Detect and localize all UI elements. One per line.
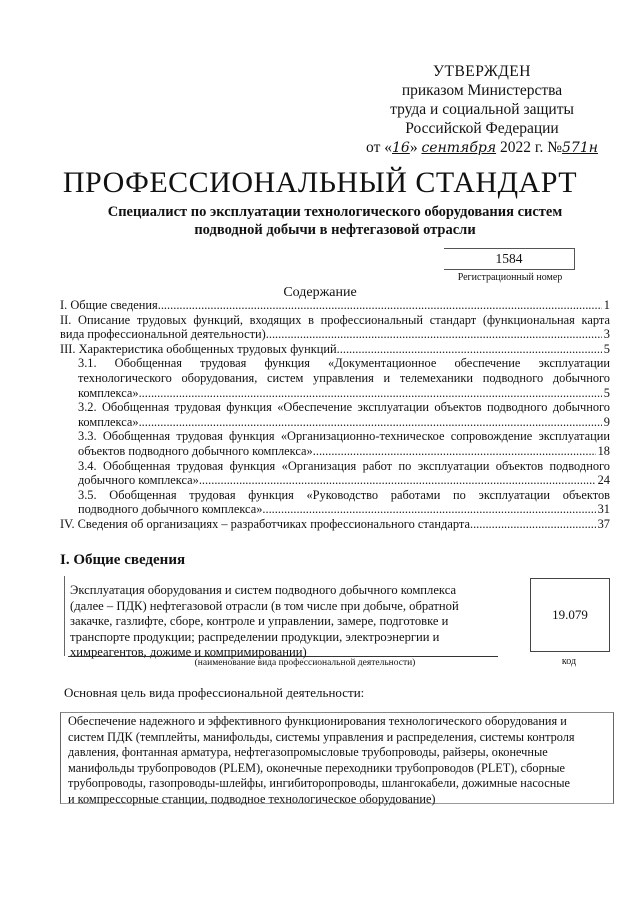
toc-item[interactable]: 3.4. Обобщенная трудовая функция «Организация работ по эксплуатации объектов подводного добычного комплекса» ..... 24 [60, 459, 610, 488]
activity-code: 19.079 [530, 578, 610, 652]
toc-item[interactable]: 3.5. Обобщенная трудовая функция «Руководство работами по эксплуатации объектов подводного добычного комплекса» ..... 31 [60, 488, 610, 517]
toc-item[interactable]: 3.1. Обобщенная трудовая функция «Документационное обеспечение эксплуатации технологического оборудования, систем управления и телемеханики подводного добычного комплекса» ..... 5 [60, 356, 610, 400]
order-month: сентября [421, 140, 497, 156]
toc-item[interactable]: III. Характеристика обобщенных трудовых функций ..... 5 [60, 342, 610, 357]
goal-label: Основная цель вида профессиональной деятельности: [64, 685, 365, 700]
document-subtitle: Специалист по эксплуатации технологического оборудования систем подводной добычи в нефтегазовой отрасли [107, 204, 563, 238]
toc-item[interactable]: II. Описание трудовых функций, входящих в профессиональный стандарт (функциональная карта вида профессиональной деятельности) ..... 3 [60, 313, 610, 342]
goal-text: Обеспечение надежного и эффективного функционирования технологического оборудования и систем ПДК (темплейты, манифольды, системы управления и распределения, системы контроля давления, фонтанная арматура, нефтегазопромысловые трубопроводы, райзеры, оконечные манифольды трубопроводов (PLEM), оконечные переходники трубопроводов (PLET), сборные трубопроводы, газопроводы-шлейфы, ингибиторопроводы, шлангокабели, дожимные насосные и компрессорные станции, подводное технологическое оборудование) [68, 714, 575, 806]
section-heading: I. Общие сведения [60, 552, 186, 568]
registration-number: 1584 [444, 248, 575, 270]
divider [68, 656, 498, 657]
approval-line-2: труда и социальной защиты [390, 101, 574, 118]
approval-date: от «16» сентября 2022 г. №571н [366, 139, 598, 156]
activity-caption: (наименование вида профессиональной деятельности) [194, 658, 416, 668]
approval-line-1: приказом Министерства [401, 82, 563, 99]
approval-line-3: Российской Федерации [405, 120, 559, 137]
activity-box-border [64, 576, 65, 656]
order-day: 16 [391, 140, 410, 156]
toc-title: Содержание [283, 285, 357, 300]
order-number: 571н [562, 140, 598, 156]
approval-block [352, 62, 612, 158]
toc-item[interactable]: I. Общие сведения ..... 1 [60, 298, 610, 313]
activity-name: Эксплуатация оборудования и систем подводного добычного комплекса (далее – ПДК) нефтегазовой отрасли (в том числе при добыче, обратной закачке, газлифте, сборе, контроле и управлении, замере, подготовке и транспорте продукции; распределении продукции, электроэнергии и химреагентов, дожиме и компримировании) [70, 583, 459, 660]
document-title: ПРОФЕССИОНАЛЬНЫЙ СТАНДАРТ [62, 166, 578, 199]
registration-label: Регистрационный номер [457, 272, 563, 283]
toc-item[interactable]: 3.3. Обобщенная трудовая функция «Организационно-техническое сопровождение эксплуатации объектов подводного добычного комплекса» ..... 18 [60, 429, 610, 458]
toc-item[interactable]: IV. Сведения об организациях – разработчиках профессионального стандарта ..... 37 [60, 517, 610, 532]
approval-heading: УТВЕРЖДЕН [433, 63, 531, 80]
toc-item[interactable]: 3.2. Обобщенная трудовая функция «Обеспечение эксплуатации объектов подводного добычного комплекса» ..... 9 [60, 400, 610, 429]
table-of-contents [60, 298, 610, 532]
code-caption: код [561, 656, 577, 667]
